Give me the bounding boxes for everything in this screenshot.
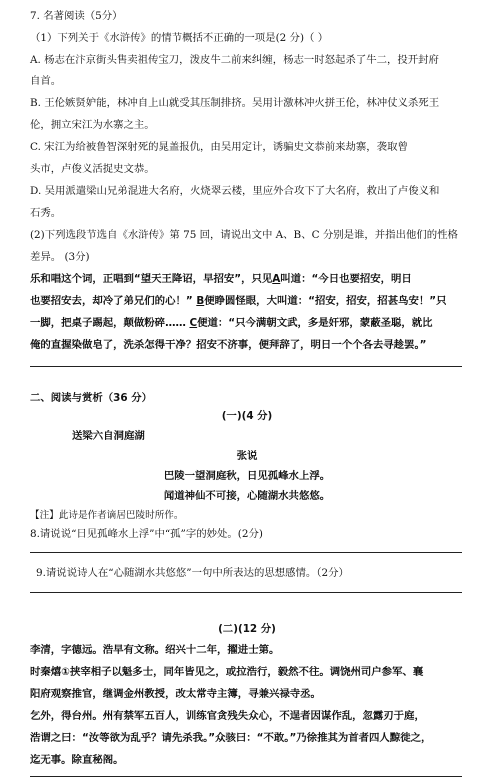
passage-line2 [30,294,446,308]
prose-line1: 李清，字德远。浩早有文称。绍兴十二年，擢进士第。 [30,644,280,656]
q7-sub1: （1）下列关于《水浒传》的情节概括不正确的一项是(2 分)（ ） [30,32,329,44]
blank-a: A [272,273,281,285]
part1-label: (一)(4 分) [221,410,273,422]
option-a-line2: 自首。 [30,75,62,87]
poem-note: 【注】此诗是作者谪居巴陵时所作。 [30,510,184,521]
poem-title: 送梁六自洞庭湖 [72,430,145,442]
answer-line [30,592,462,593]
section2-heading: 二、阅读与赏析（36 分） [30,392,152,404]
passage-line3-rest: 便道：“只今满朝文武，多是奸邪，蒙蔽圣聪，就比 [197,317,433,329]
answer-line [30,366,462,367]
passage-line4: 俺的直握染做皂了，洗杀怎得干净？招安不济事，便拜辞了，明日一个个各去寻趁罢。” [30,339,427,351]
answer-line [30,776,462,777]
option-c-line1: C. 宋江为给被鲁智深射死的晁盖报仇，由吴用定计，诱骗史文恭前来劫寨，袭取曾 [30,141,408,153]
question-8: 8.请说说“日见孤峰水上浮”中“孤”字的妙处。(2分) [30,528,263,540]
poem-author: 张说 [236,450,258,462]
answer-line [30,552,462,553]
passage-line3 [30,316,433,330]
option-d-line2: 石秀。 [30,207,62,219]
passage-line2-text: 也要招安去，却冷了弟兄们的心！” [30,295,193,307]
part2-label: (二)(12 分) [218,623,276,635]
blank-b: B [196,295,205,307]
passage-line1 [30,272,412,286]
poem-line2: 闻道神仙不可接，心随湖水共悠悠。 [163,490,331,502]
option-b-line2: 伦，拥立宋江为水寨之主。 [30,119,155,131]
prose-line2: 时秦熺①挟宰相子以魁多士，同年皆见之，或拉浩行，毅然不往。调饶州司户参军、襄 [30,666,424,678]
option-d-line1: D. 吴用派遣梁山兄弟混进大名府，火烧翠云楼，里应外合攻下了大名府，救出了卢俊义和 [30,185,440,197]
prose-line4: 乞外，得台州。州有禁军五百人，训练官贪残失众心，不逞者因谋作乱，忽露刃于庭， [30,710,425,722]
passage-line3-text: 一脚，把桌子踢起，颠做粉碎…… [30,317,186,329]
prose-line5: 浩谓之曰：“汝等欲为乱乎？请先杀我。”众骇曰：“不敢。”乃徐推其为首者四人黥徙之， [30,732,432,744]
option-b-line1: B. 王伦嫉贤妒能，林冲自上山就受其压制排挤。吴用计激林冲火拼王伦，林冲仗义杀死王 [30,97,440,109]
prose-line3: 阳府观察推官，继调金州教授，改太常寺主簿，寻兼兴禄寺丞。 [30,688,321,700]
passage-line1-text: 乐和唱这个词，正唱到“望天王降诏，早招安”，只见 [30,273,273,285]
q7-title: 7. 名著阅读（5分） [30,10,123,22]
q7-sub2-line2: 差异。 (3分) [30,251,90,263]
option-c-line2: 头市，卢俊义活捉史文恭。 [30,163,155,175]
question-9: 9.请说说诗人在“心随湖水共悠悠”一句中所表达的思想感情。（2分） [36,567,349,579]
option-a-line1: A. 杨志在汴京街头售卖祖传宝刀，泼皮牛二前来纠缠，杨志一时怒起杀了牛二，投开封府 [30,54,439,66]
passage-line1-rest: 叫道：“今日也要招安，明日 [280,273,412,285]
poem-line1: 巴陵一望洞庭秋，日见孤峰水上浮。 [163,470,331,482]
prose-line6: 迄无事。除直秘阁。 [30,754,124,766]
passage-line2-rest: 便睁圆怪眼，大叫道：“招安，招安，招甚鸟安！”只 [204,295,447,307]
blank-c: C [189,317,198,329]
q7-sub2-line1: (2)下列选段节选自《水浒传》第 75 回，请说出文中 A、B、C 分别是谁，并指出他们的性格 [30,229,458,241]
